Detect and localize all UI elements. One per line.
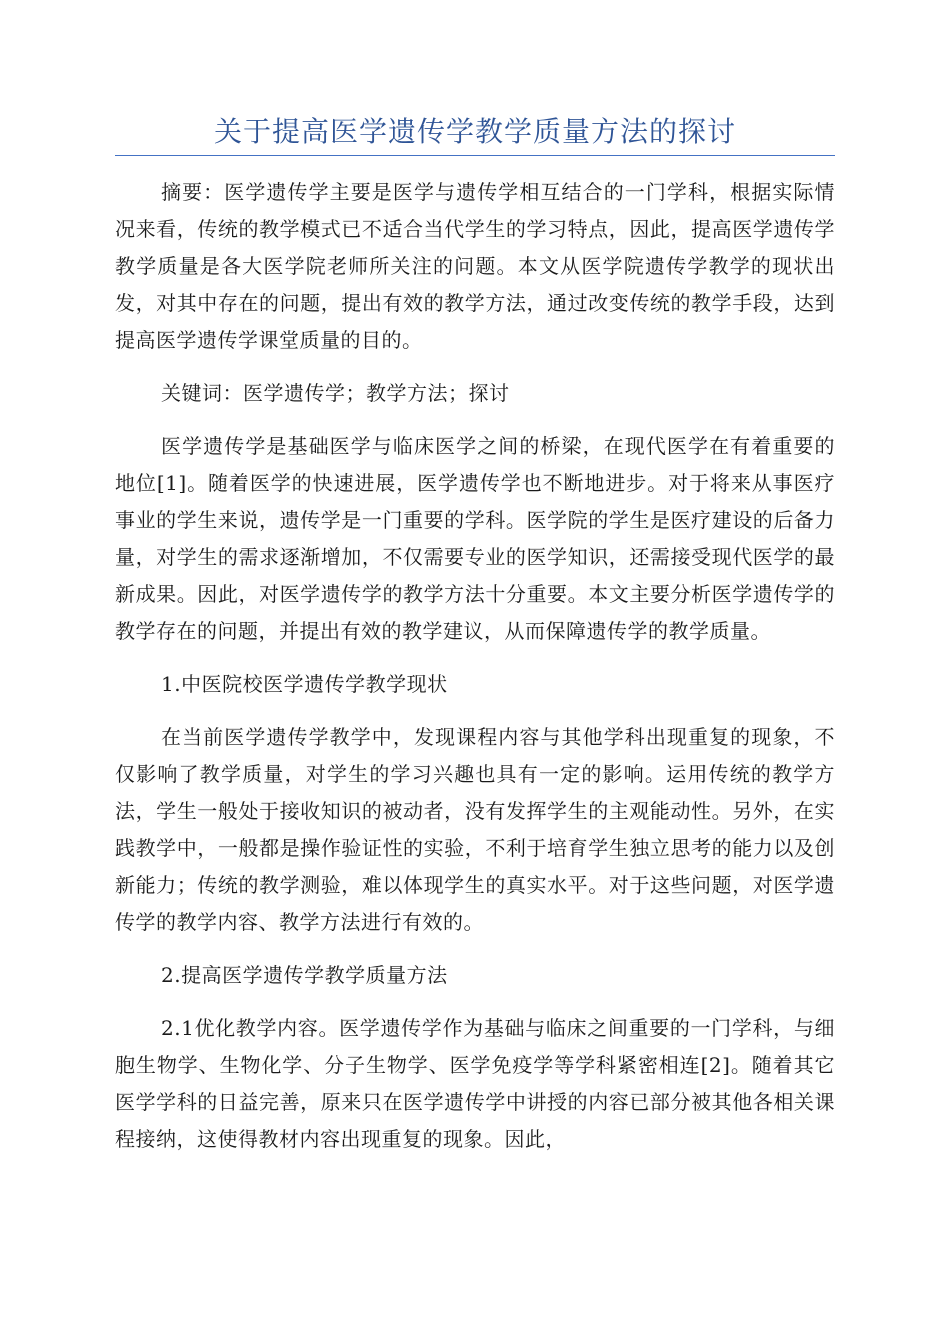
document-title: 关于提高医学遗传学教学质量方法的探讨 [213,115,736,148]
intro-paragraph: 医学遗传学是基础医学与临床医学之间的桥梁，在现代医学在有着重要的地位[1]。随着医学的快速进展，医学遗传学也不断地进步。对于将来从事医疗事业的学生来说，遗传学是一门重要的学科。医学院的学生是医疗建设的后备力量，对学生的需求逐渐增加，不仅需要专业的医学知识，还需接受现代医学的最新成果。因此，对医学遗传学的教学方法十分重要。本文主要分析医学遗传学的教学存在的问题，并提出有效的教学建议，从而保障遗传学的教学质量。 [115,434,835,643]
section-1-paragraph: 在当前医学遗传学教学中，发现课程内容与其他学科出现重复的现象，不仅影响了教学质量，对学生的学习兴趣也具有一定的影响。运用传统的教学方法，学生一般处于接收知识的被动者，没有发挥学生的主观能动性。另外，在实践教学中，一般都是操作验证性的实验，不利于培育学生独立思考的能力以及创新能力；传统的教学测验，难以体现学生的真实水平。对于这些问题，对医学遗传学的教学内容、教学方法进行有效的。 [115,725,835,934]
document-body [115,174,835,1174]
keywords-paragraph: 关键词：医学遗传学；教学方法；探讨 [161,381,510,405]
section-heading-2: 2.提高医学遗传学教学质量方法 [161,963,448,987]
abstract-paragraph: 摘要：医学遗传学主要是医学与遗传学相互结合的一门学科，根据实际情况来看，传统的教学模式已不适合当代学生的学习特点，因此，提高医学遗传学教学质量是各大医学院老师所关注的问题。本文从医学院遗传学教学的现状出发，对其中存在的问题，提出有效的教学方法，通过改变传统的教学手段，达到提高医学遗传学课堂质量的目的。 [115,180,835,352]
section-2-1-paragraph: 2.1优化教学内容。医学遗传学作为基础与临床之间重要的一门学科，与细胞生物学、生物化学、分子生物学、医学免疫学等学科紧密相连[2]。随着其它医学学科的日益完善，原来只在医学遗传学中讲授的内容已部分被其他各相关课程接纳，这使得教材内容出现重复的现象。因此， [115,1016,835,1151]
title-underline [115,155,835,156]
section-heading-1: 1.中医院校医学遗传学教学现状 [161,672,448,696]
